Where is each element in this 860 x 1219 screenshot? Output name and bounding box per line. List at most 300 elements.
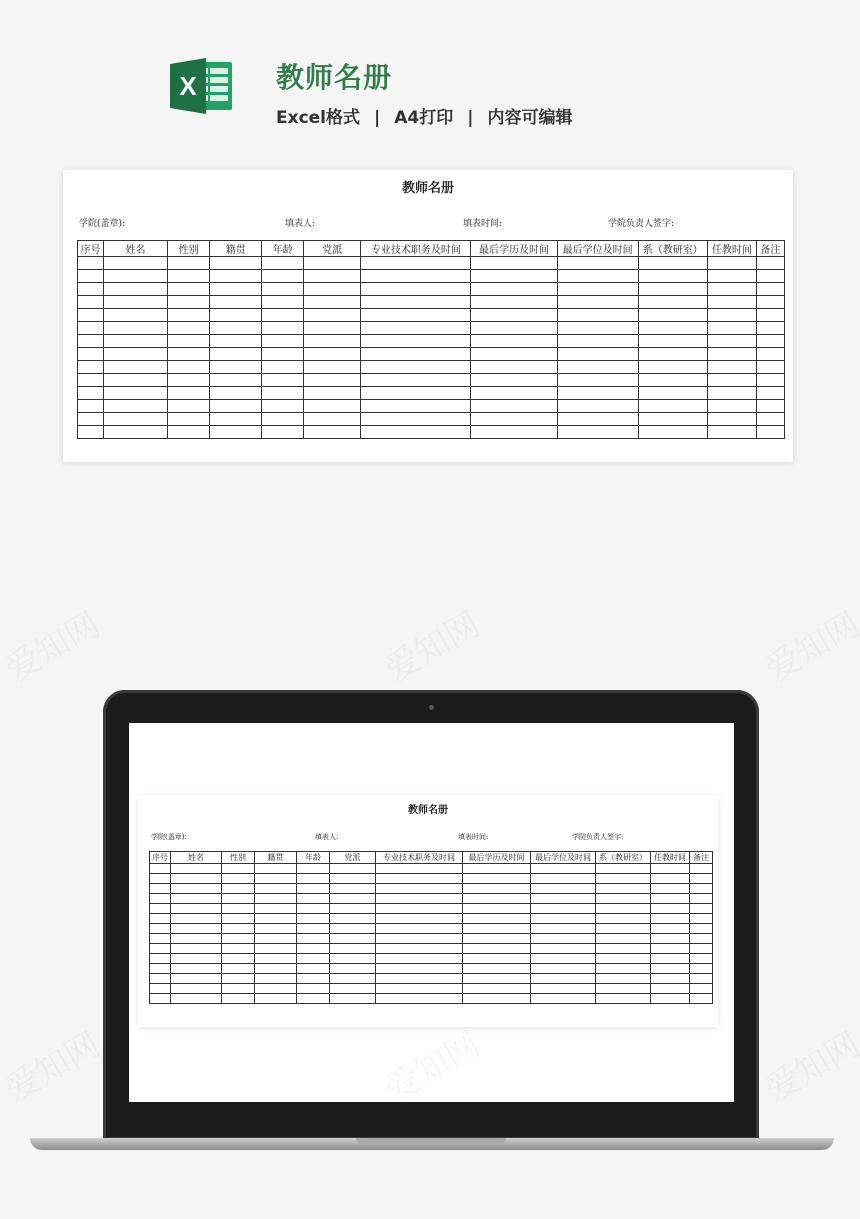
table-cell[interactable] — [171, 864, 222, 874]
table-cell[interactable] — [756, 348, 784, 361]
table-cell[interactable] — [707, 322, 756, 335]
table-cell[interactable] — [330, 954, 376, 964]
table-cell[interactable] — [756, 270, 784, 283]
table-cell[interactable] — [330, 944, 376, 954]
table-cell[interactable] — [471, 296, 557, 309]
table-cell[interactable] — [463, 944, 531, 954]
table-cell[interactable] — [104, 400, 168, 413]
table-cell[interactable] — [690, 994, 713, 1004]
table-cell[interactable] — [104, 322, 168, 335]
table-cell[interactable] — [557, 400, 638, 413]
table-cell[interactable] — [376, 934, 463, 944]
table-cell[interactable] — [690, 954, 713, 964]
table-cell[interactable] — [255, 974, 297, 984]
table-cell[interactable] — [756, 283, 784, 296]
table-cell[interactable] — [222, 974, 255, 984]
table-cell[interactable] — [638, 322, 707, 335]
table-cell[interactable] — [168, 348, 210, 361]
table-cell[interactable] — [361, 335, 471, 348]
table-cell[interactable] — [171, 944, 222, 954]
table-cell[interactable] — [78, 296, 104, 309]
table-cell[interactable] — [707, 270, 756, 283]
table-cell[interactable] — [78, 400, 104, 413]
table-cell[interactable] — [168, 296, 210, 309]
table-cell[interactable] — [531, 884, 596, 894]
table-cell[interactable] — [756, 387, 784, 400]
table-cell[interactable] — [210, 413, 262, 426]
table-cell[interactable] — [297, 964, 330, 974]
table-cell[interactable] — [756, 309, 784, 322]
table-cell[interactable] — [638, 374, 707, 387]
table-cell[interactable] — [596, 874, 651, 884]
table-cell[interactable] — [304, 335, 361, 348]
table-cell[interactable] — [707, 361, 756, 374]
table-cell[interactable] — [168, 387, 210, 400]
table-cell[interactable] — [168, 283, 210, 296]
table-cell[interactable] — [150, 994, 171, 1004]
table-cell[interactable] — [297, 974, 330, 984]
table-cell[interactable] — [104, 335, 168, 348]
table-cell[interactable] — [222, 994, 255, 1004]
table-cell[interactable] — [255, 944, 297, 954]
table-cell[interactable] — [531, 954, 596, 964]
table-cell[interactable] — [690, 934, 713, 944]
table-cell[interactable] — [471, 361, 557, 374]
table-cell[interactable] — [557, 296, 638, 309]
table-cell[interactable] — [531, 964, 596, 974]
table-cell[interactable] — [304, 257, 361, 270]
table-cell[interactable] — [210, 400, 262, 413]
table-cell[interactable] — [471, 257, 557, 270]
table-cell[interactable] — [171, 964, 222, 974]
table-cell[interactable] — [262, 322, 304, 335]
table-cell[interactable] — [171, 974, 222, 984]
table-cell[interactable] — [222, 894, 255, 904]
table-cell[interactable] — [330, 864, 376, 874]
table-cell[interactable] — [471, 322, 557, 335]
table-cell[interactable] — [463, 894, 531, 904]
table-cell[interactable] — [756, 361, 784, 374]
table-cell[interactable] — [471, 335, 557, 348]
table-cell[interactable] — [210, 374, 262, 387]
table-cell[interactable] — [463, 974, 531, 984]
table-cell[interactable] — [557, 413, 638, 426]
table-cell[interactable] — [596, 964, 651, 974]
table-cell[interactable] — [222, 914, 255, 924]
table-cell[interactable] — [210, 270, 262, 283]
table-cell[interactable] — [262, 361, 304, 374]
table-cell[interactable] — [262, 400, 304, 413]
table-cell[interactable] — [596, 974, 651, 984]
table-cell[interactable] — [471, 374, 557, 387]
table-cell[interactable] — [150, 984, 171, 994]
table-cell[interactable] — [297, 934, 330, 944]
table-cell[interactable] — [756, 413, 784, 426]
table-cell[interactable] — [297, 994, 330, 1004]
table-cell[interactable] — [304, 361, 361, 374]
table-cell[interactable] — [707, 335, 756, 348]
table-cell[interactable] — [690, 964, 713, 974]
table-cell[interactable] — [255, 964, 297, 974]
table-cell[interactable] — [171, 984, 222, 994]
table-cell[interactable] — [168, 400, 210, 413]
table-cell[interactable] — [104, 283, 168, 296]
table-cell[interactable] — [78, 322, 104, 335]
table-cell[interactable] — [376, 984, 463, 994]
table-cell[interactable] — [707, 296, 756, 309]
table-cell[interactable] — [297, 884, 330, 894]
table-cell[interactable] — [262, 335, 304, 348]
table-cell[interactable] — [222, 924, 255, 934]
table-cell[interactable] — [304, 374, 361, 387]
table-cell[interactable] — [150, 954, 171, 964]
table-cell[interactable] — [304, 348, 361, 361]
table-cell[interactable] — [168, 257, 210, 270]
table-cell[interactable] — [557, 335, 638, 348]
table-cell[interactable] — [330, 874, 376, 884]
table-cell[interactable] — [471, 283, 557, 296]
table-cell[interactable] — [756, 335, 784, 348]
table-cell[interactable] — [168, 335, 210, 348]
table-cell[interactable] — [104, 296, 168, 309]
table-cell[interactable] — [376, 994, 463, 1004]
table-cell[interactable] — [651, 944, 690, 954]
table-cell[interactable] — [690, 894, 713, 904]
table-cell[interactable] — [262, 348, 304, 361]
table-cell[interactable] — [171, 874, 222, 884]
table-cell[interactable] — [376, 964, 463, 974]
table-cell[interactable] — [463, 884, 531, 894]
table-cell[interactable] — [78, 257, 104, 270]
table-cell[interactable] — [262, 413, 304, 426]
table-cell[interactable] — [463, 914, 531, 924]
table-cell[interactable] — [78, 335, 104, 348]
table-cell[interactable] — [255, 874, 297, 884]
table-cell[interactable] — [596, 884, 651, 894]
table-cell[interactable] — [262, 387, 304, 400]
table-cell[interactable] — [596, 994, 651, 1004]
table-cell[interactable] — [210, 322, 262, 335]
table-cell[interactable] — [690, 914, 713, 924]
table-cell[interactable] — [361, 257, 471, 270]
table-cell[interactable] — [471, 400, 557, 413]
table-cell[interactable] — [531, 924, 596, 934]
table-cell[interactable] — [330, 894, 376, 904]
table-cell[interactable] — [596, 914, 651, 924]
table-cell[interactable] — [756, 374, 784, 387]
table-cell[interactable] — [376, 864, 463, 874]
table-cell[interactable] — [222, 884, 255, 894]
table-cell[interactable] — [638, 309, 707, 322]
table-cell[interactable] — [361, 283, 471, 296]
table-cell[interactable] — [210, 283, 262, 296]
table-cell[interactable] — [463, 994, 531, 1004]
table-cell[interactable] — [297, 944, 330, 954]
table-cell[interactable] — [596, 954, 651, 964]
table-cell[interactable] — [255, 884, 297, 894]
table-cell[interactable] — [361, 400, 471, 413]
table-cell[interactable] — [171, 904, 222, 914]
table-cell[interactable] — [471, 413, 557, 426]
table-cell[interactable] — [463, 904, 531, 914]
table-cell[interactable] — [361, 387, 471, 400]
table-cell[interactable] — [104, 413, 168, 426]
table-cell[interactable] — [638, 426, 707, 439]
table-cell[interactable] — [690, 904, 713, 914]
table-cell[interactable] — [707, 283, 756, 296]
table-cell[interactable] — [255, 924, 297, 934]
table-cell[interactable] — [210, 426, 262, 439]
table-cell[interactable] — [376, 954, 463, 964]
table-cell[interactable] — [304, 400, 361, 413]
table-cell[interactable] — [297, 984, 330, 994]
table-cell[interactable] — [651, 914, 690, 924]
table-cell[interactable] — [557, 361, 638, 374]
table-cell[interactable] — [463, 864, 531, 874]
table-cell[interactable] — [756, 296, 784, 309]
table-cell[interactable] — [651, 874, 690, 884]
table-cell[interactable] — [463, 874, 531, 884]
table-cell[interactable] — [471, 426, 557, 439]
table-cell[interactable] — [78, 413, 104, 426]
table-cell[interactable] — [376, 874, 463, 884]
table-cell[interactable] — [638, 348, 707, 361]
table-cell[interactable] — [361, 296, 471, 309]
table-cell[interactable] — [651, 964, 690, 974]
table-cell[interactable] — [150, 864, 171, 874]
table-cell[interactable] — [690, 884, 713, 894]
table-cell[interactable] — [651, 994, 690, 1004]
table-cell[interactable] — [376, 914, 463, 924]
table-cell[interactable] — [651, 924, 690, 934]
table-cell[interactable] — [104, 387, 168, 400]
table-cell[interactable] — [596, 984, 651, 994]
table-cell[interactable] — [651, 954, 690, 964]
table-cell[interactable] — [78, 374, 104, 387]
table-cell[interactable] — [361, 374, 471, 387]
table-cell[interactable] — [304, 387, 361, 400]
table-cell[interactable] — [376, 884, 463, 894]
table-cell[interactable] — [376, 924, 463, 934]
table-cell[interactable] — [557, 270, 638, 283]
table-cell[interactable] — [531, 914, 596, 924]
table-cell[interactable] — [222, 954, 255, 964]
table-cell[interactable] — [171, 894, 222, 904]
table-cell[interactable] — [150, 934, 171, 944]
table-cell[interactable] — [104, 348, 168, 361]
table-cell[interactable] — [330, 884, 376, 894]
table-cell[interactable] — [531, 994, 596, 1004]
table-cell[interactable] — [78, 361, 104, 374]
table-cell[interactable] — [638, 270, 707, 283]
table-cell[interactable] — [297, 874, 330, 884]
table-cell[interactable] — [255, 914, 297, 924]
table-cell[interactable] — [463, 964, 531, 974]
table-cell[interactable] — [707, 426, 756, 439]
table-cell[interactable] — [557, 322, 638, 335]
table-cell[interactable] — [596, 944, 651, 954]
table-cell[interactable] — [471, 387, 557, 400]
table-cell[interactable] — [471, 270, 557, 283]
table-cell[interactable] — [651, 934, 690, 944]
table-cell[interactable] — [596, 904, 651, 914]
table-cell[interactable] — [638, 283, 707, 296]
table-cell[interactable] — [361, 361, 471, 374]
table-cell[interactable] — [330, 904, 376, 914]
table-cell[interactable] — [255, 994, 297, 1004]
table-cell[interactable] — [690, 874, 713, 884]
table-cell[interactable] — [104, 426, 168, 439]
table-cell[interactable] — [651, 974, 690, 984]
table-cell[interactable] — [262, 426, 304, 439]
table-cell[interactable] — [361, 348, 471, 361]
table-cell[interactable] — [304, 296, 361, 309]
table-cell[interactable] — [376, 904, 463, 914]
table-cell[interactable] — [361, 309, 471, 322]
table-cell[interactable] — [171, 884, 222, 894]
table-cell[interactable] — [222, 864, 255, 874]
table-cell[interactable] — [262, 283, 304, 296]
table-cell[interactable] — [707, 309, 756, 322]
table-cell[interactable] — [756, 257, 784, 270]
table-cell[interactable] — [361, 270, 471, 283]
table-cell[interactable] — [255, 864, 297, 874]
table-cell[interactable] — [557, 283, 638, 296]
table-cell[interactable] — [557, 387, 638, 400]
table-cell[interactable] — [297, 894, 330, 904]
table-cell[interactable] — [463, 984, 531, 994]
table-cell[interactable] — [171, 994, 222, 1004]
table-cell[interactable] — [651, 864, 690, 874]
table-cell[interactable] — [78, 387, 104, 400]
table-cell[interactable] — [222, 904, 255, 914]
table-cell[interactable] — [596, 934, 651, 944]
table-cell[interactable] — [78, 426, 104, 439]
table-cell[interactable] — [463, 954, 531, 964]
table-cell[interactable] — [210, 335, 262, 348]
table-cell[interactable] — [531, 974, 596, 984]
table-cell[interactable] — [78, 283, 104, 296]
table-cell[interactable] — [638, 257, 707, 270]
table-cell[interactable] — [210, 296, 262, 309]
table-cell[interactable] — [150, 924, 171, 934]
table-cell[interactable] — [690, 944, 713, 954]
table-cell[interactable] — [171, 914, 222, 924]
table-cell[interactable] — [531, 984, 596, 994]
table-cell[interactable] — [304, 270, 361, 283]
table-cell[interactable] — [707, 400, 756, 413]
table-cell[interactable] — [297, 904, 330, 914]
table-cell[interactable] — [531, 894, 596, 904]
table-cell[interactable] — [304, 426, 361, 439]
table-cell[interactable] — [330, 914, 376, 924]
table-cell[interactable] — [104, 309, 168, 322]
table-cell[interactable] — [638, 361, 707, 374]
table-cell[interactable] — [168, 361, 210, 374]
table-cell[interactable] — [330, 994, 376, 1004]
table-cell[interactable] — [150, 974, 171, 984]
table-cell[interactable] — [596, 924, 651, 934]
table-cell[interactable] — [707, 413, 756, 426]
table-cell[interactable] — [150, 914, 171, 924]
table-cell[interactable] — [168, 309, 210, 322]
table-cell[interactable] — [222, 934, 255, 944]
table-cell[interactable] — [304, 309, 361, 322]
table-cell[interactable] — [210, 348, 262, 361]
table-cell[interactable] — [104, 361, 168, 374]
table-cell[interactable] — [210, 257, 262, 270]
table-cell[interactable] — [104, 374, 168, 387]
table-cell[interactable] — [304, 322, 361, 335]
table-cell[interactable] — [707, 387, 756, 400]
table-cell[interactable] — [690, 984, 713, 994]
table-cell[interactable] — [222, 984, 255, 994]
table-cell[interactable] — [690, 864, 713, 874]
table-cell[interactable] — [557, 426, 638, 439]
table-cell[interactable] — [531, 944, 596, 954]
table-cell[interactable] — [638, 413, 707, 426]
table-cell[interactable] — [756, 322, 784, 335]
table-cell[interactable] — [168, 413, 210, 426]
table-cell[interactable] — [222, 964, 255, 974]
table-cell[interactable] — [376, 894, 463, 904]
table-cell[interactable] — [255, 984, 297, 994]
table-cell[interactable] — [557, 257, 638, 270]
table-cell[interactable] — [255, 904, 297, 914]
table-cell[interactable] — [262, 374, 304, 387]
table-cell[interactable] — [651, 984, 690, 994]
table-cell[interactable] — [262, 257, 304, 270]
table-cell[interactable] — [330, 984, 376, 994]
table-cell[interactable] — [168, 270, 210, 283]
table-cell[interactable] — [596, 864, 651, 874]
table-cell[interactable] — [171, 924, 222, 934]
table-cell[interactable] — [168, 426, 210, 439]
table-cell[interactable] — [463, 924, 531, 934]
table-cell[interactable] — [707, 257, 756, 270]
table-cell[interactable] — [297, 864, 330, 874]
table-cell[interactable] — [330, 924, 376, 934]
table-cell[interactable] — [638, 400, 707, 413]
table-cell[interactable] — [104, 257, 168, 270]
table-cell[interactable] — [361, 322, 471, 335]
table-cell[interactable] — [304, 413, 361, 426]
table-cell[interactable] — [330, 934, 376, 944]
table-cell[interactable] — [376, 974, 463, 984]
table-cell[interactable] — [707, 374, 756, 387]
table-cell[interactable] — [707, 348, 756, 361]
table-cell[interactable] — [376, 944, 463, 954]
table-cell[interactable] — [638, 296, 707, 309]
table-cell[interactable] — [78, 348, 104, 361]
table-cell[interactable] — [690, 974, 713, 984]
table-cell[interactable] — [78, 309, 104, 322]
table-cell[interactable] — [171, 954, 222, 964]
table-cell[interactable] — [531, 934, 596, 944]
table-cell[interactable] — [471, 348, 557, 361]
table-cell[interactable] — [150, 904, 171, 914]
table-cell[interactable] — [210, 387, 262, 400]
table-cell[interactable] — [756, 426, 784, 439]
table-cell[interactable] — [255, 954, 297, 964]
table-cell[interactable] — [297, 954, 330, 964]
table-cell[interactable] — [168, 374, 210, 387]
table-cell[interactable] — [304, 283, 361, 296]
table-cell[interactable] — [171, 934, 222, 944]
table-cell[interactable] — [463, 934, 531, 944]
table-cell[interactable] — [210, 361, 262, 374]
table-cell[interactable] — [150, 894, 171, 904]
